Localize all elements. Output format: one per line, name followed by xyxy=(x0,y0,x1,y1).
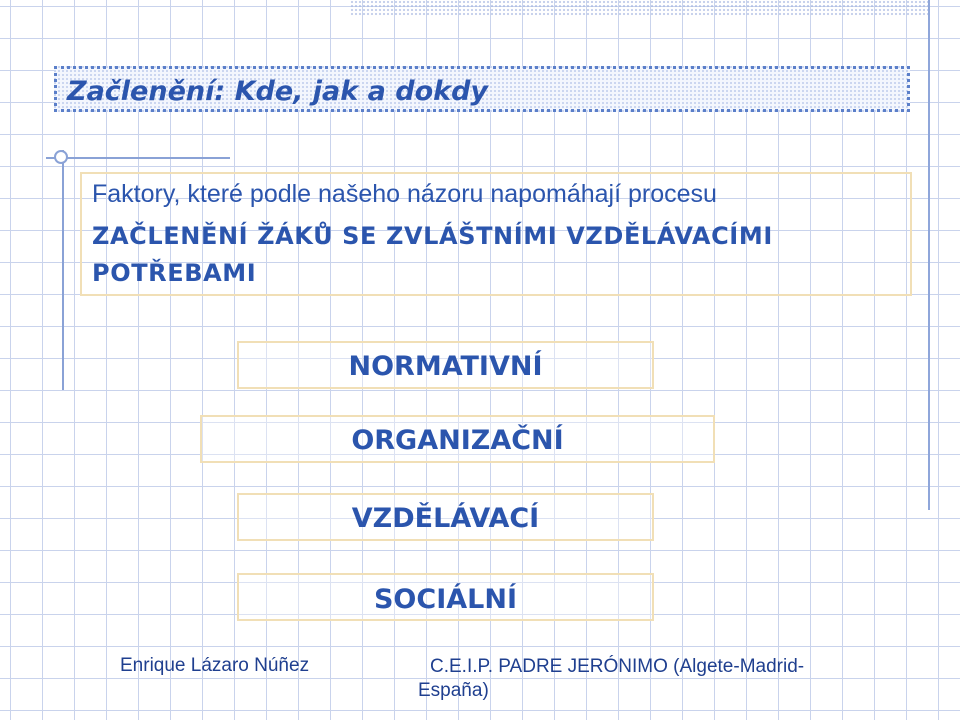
footer-author: Enrique Lázaro Núñez xyxy=(120,655,310,676)
intro-text: Faktory, které podle našeho názoru napomáhají procesu xyxy=(92,180,717,208)
factor-label: ORGANIZAČNÍ xyxy=(351,425,564,456)
factor-label: VZDĚLÁVACÍ xyxy=(351,503,540,534)
title-box xyxy=(54,66,910,112)
bullet-rule-vertical xyxy=(62,150,64,390)
intro-emphasis: ZAČLENĚNÍ ŽÁKŮ SE ZVLÁŠTNÍMI VZDĚLÁVACÍMI POTŘEBAMI xyxy=(92,222,773,287)
factor-box-normativni xyxy=(237,341,654,389)
factor-box-socialni xyxy=(237,573,654,621)
factor-label: SOCIÁLNÍ xyxy=(373,584,517,615)
factor-label: NORMATIVNÍ xyxy=(348,351,543,382)
footer-school: C.E.I.P. PADRE JERÓNIMO (Algete-Madrid-España) xyxy=(418,656,805,701)
slide-title: Začlenění: Kde, jak a dokdy xyxy=(67,76,489,107)
bullet-rule-horizontal xyxy=(46,157,230,159)
top-decor-band xyxy=(350,0,930,16)
intro-box xyxy=(80,172,912,296)
right-rule-line xyxy=(928,0,930,510)
bullet-circle-icon xyxy=(54,150,68,164)
factor-box-vzdelavaci xyxy=(237,493,654,541)
factor-box-organizacni xyxy=(200,415,715,463)
